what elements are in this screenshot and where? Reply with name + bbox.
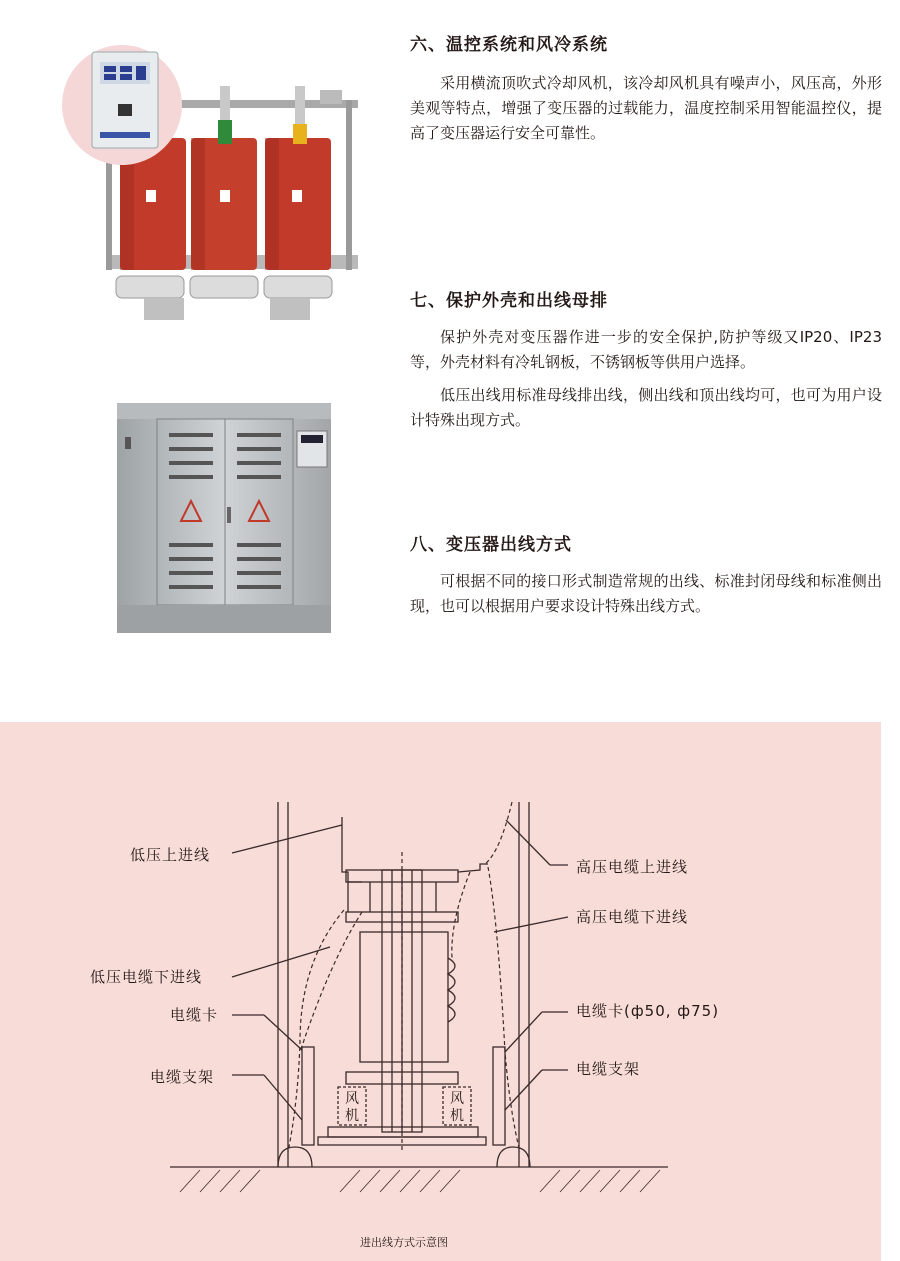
section-title: 七、保护外壳和出线母排 — [410, 291, 608, 311]
section-title: 六、温控系统和风冷系统 — [410, 35, 608, 55]
label-hv-cable-bottom-entry: 高压电缆下进线 — [576, 908, 689, 926]
fan-label-left-1: 风 — [345, 1091, 360, 1107]
section-paragraph: 低压出线用标准母线排出线，侧出线和顶出线均可，也可为用户设计特殊出现方式。 — [410, 386, 882, 429]
label-cable-support-left: 电缆支架 — [150, 1068, 215, 1086]
section-paragraph: 采用横流顶吹式冷却风机，该冷却风机具有噪声小，风压高，外形美观等特点，增强了变压器的过载能力，温度控制采用智能温控仪，提高了变压器运行安全可靠性。 — [410, 74, 882, 142]
section-outlet-methods — [410, 530, 882, 619]
fan-label-left-2: 机 — [345, 1108, 360, 1124]
enclosure-illustration — [117, 403, 331, 633]
label-lv-cable-bottom-entry: 低压电缆下进线 — [90, 968, 203, 986]
transformer-illustration — [60, 40, 360, 330]
section-title: 八、变压器出线方式 — [410, 535, 572, 555]
transformer-photo — [60, 40, 360, 330]
section-temperature-cooling — [410, 30, 882, 146]
enclosure-photo — [117, 403, 331, 633]
label-cable-clamp-right: 电缆卡(ф50, ф75) — [576, 1002, 720, 1020]
fan-label-right-1: 风 — [450, 1091, 465, 1107]
section-paragraph: 保护外壳对变压器作进一步的安全保护,防护等级又IP20、IP23等，外壳材料有冷轧钢板，不锈钢板等供用户选择。 — [410, 328, 882, 371]
diagram-caption: 进出线方式示意图 — [360, 1236, 448, 1249]
wiring-diagram — [0, 722, 881, 1261]
label-lv-top-entry: 低压上进线 — [130, 846, 211, 864]
label-hv-cable-top-entry: 高压电缆上进线 — [576, 858, 689, 876]
label-cable-clamp-left: 电缆卡 — [170, 1006, 219, 1024]
section-enclosure-busbar — [410, 286, 882, 433]
label-cable-support-right: 电缆支架 — [576, 1060, 641, 1078]
section-paragraph: 可根据不同的接口形式制造常规的出线、标准封闭母线和标准侧出现，也可以根据用户要求设计特殊出线方式。 — [410, 572, 882, 615]
fan-label-right-2: 机 — [450, 1108, 465, 1124]
